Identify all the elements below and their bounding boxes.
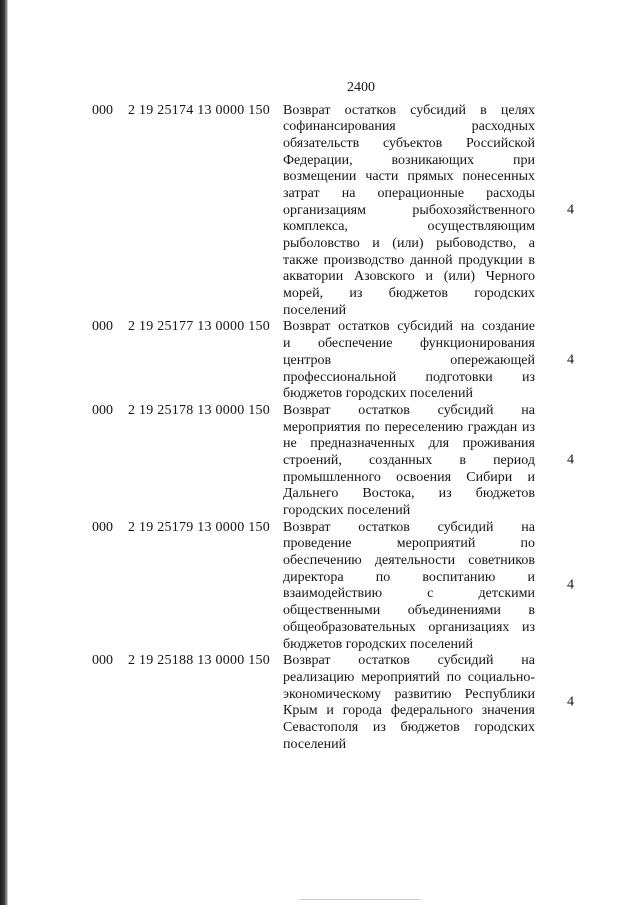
description — [283, 653, 535, 753]
value-cell: 4 — [567, 352, 574, 368]
budget-code: 2 19 25174 13 0000 150 — [128, 102, 270, 118]
description-line: не предназначенных для проживания — [283, 436, 535, 452]
description-line: поселений — [283, 302, 347, 318]
description-line: возмещении части прямых понесенных — [283, 169, 535, 185]
description-line: Возврат остатков субсидий на создание — [283, 319, 535, 335]
description-line: Возврат остатков субсидий на — [283, 653, 535, 669]
description — [283, 403, 535, 520]
description-line: организациям рыбохозяйственного — [283, 202, 535, 218]
budget-code: 2 19 25188 13 0000 150 — [128, 653, 270, 669]
table-row — [0, 403, 640, 520]
description-line: центров опережающей — [283, 352, 535, 368]
value-cell: 4 — [567, 578, 574, 594]
description-line: Возврат остатков субсидий в целях — [283, 102, 535, 118]
description-line: профессиональной подготовки из — [283, 369, 535, 385]
description-line: мероприятия по переселению граждан из — [283, 419, 535, 435]
value-cell: 4 — [567, 202, 574, 218]
description-line: Федерации, возникающих при — [283, 152, 535, 168]
description-line: Дальнего Востока, из бюджетов — [283, 486, 535, 502]
description-line: обеспечению деятельности советников — [283, 553, 535, 569]
admin-code: 000 — [92, 653, 113, 669]
admin-code: 000 — [92, 102, 113, 118]
description — [283, 103, 535, 320]
budget-code-table — [0, 103, 640, 754]
budget-code: 2 19 25178 13 0000 150 — [128, 402, 270, 418]
description-line: комплекса, осуществляющим — [283, 219, 535, 235]
description-line: также производство данной продукции в — [283, 252, 535, 268]
description-line: Возврат остатков субсидий на — [283, 519, 535, 535]
description-line: Возврат остатков субсидий на — [283, 402, 535, 418]
description-line: взаимодействию с детскими — [283, 586, 535, 602]
description-line: рыболовство и (или) рыбоводство, а — [283, 236, 535, 251]
table-row — [0, 103, 640, 320]
budget-code: 2 19 25177 13 0000 150 — [128, 319, 270, 335]
description-line: затрат на операционные расходы — [283, 185, 535, 201]
description-line: и обеспечение функционирования — [283, 336, 535, 352]
value-cell: 4 — [567, 452, 574, 468]
description — [283, 319, 535, 402]
scan-bottom-mark — [300, 899, 420, 900]
page-number: 2400 — [347, 80, 375, 95]
table-row — [0, 653, 640, 753]
description-line: Крым и города федерального значения — [283, 703, 535, 719]
table-row — [0, 319, 640, 402]
table-row — [0, 520, 640, 654]
description-line: экономическому развитию Республики — [283, 686, 535, 702]
description-line: общеобразовательных организациях из — [283, 619, 535, 635]
description-line: промышленного освоения Сибири и — [283, 469, 535, 485]
description-line: реализацию мероприятий по социально- — [283, 669, 535, 685]
description-line: морей, из бюджетов городских — [283, 286, 535, 302]
description-line: обязательств субъектов Российской — [283, 135, 535, 151]
description-line: городских поселений — [283, 503, 411, 518]
description-line: проведение мероприятий по — [283, 536, 535, 552]
description-line: акватории Азовского и (или) Черного — [283, 269, 535, 285]
description-line: директора по воспитанию и — [283, 569, 535, 585]
admin-code: 000 — [92, 319, 113, 335]
value-cell: 4 — [567, 694, 574, 710]
description-line: общественными объединениями в — [283, 603, 535, 619]
description-line: софинансирования расходных — [283, 119, 535, 135]
description-line: Севастополя из бюджетов городских — [283, 719, 535, 735]
admin-code: 000 — [92, 402, 113, 418]
description-line: бюджетов городских поселений — [283, 636, 473, 652]
description-line: строений, созданных в период — [283, 452, 535, 468]
budget-code: 2 19 25179 13 0000 150 — [128, 519, 270, 535]
description-line: поселений — [283, 736, 347, 752]
description — [283, 520, 535, 654]
admin-code: 000 — [92, 519, 113, 535]
description-line: бюджетов городских поселений — [283, 386, 473, 402]
